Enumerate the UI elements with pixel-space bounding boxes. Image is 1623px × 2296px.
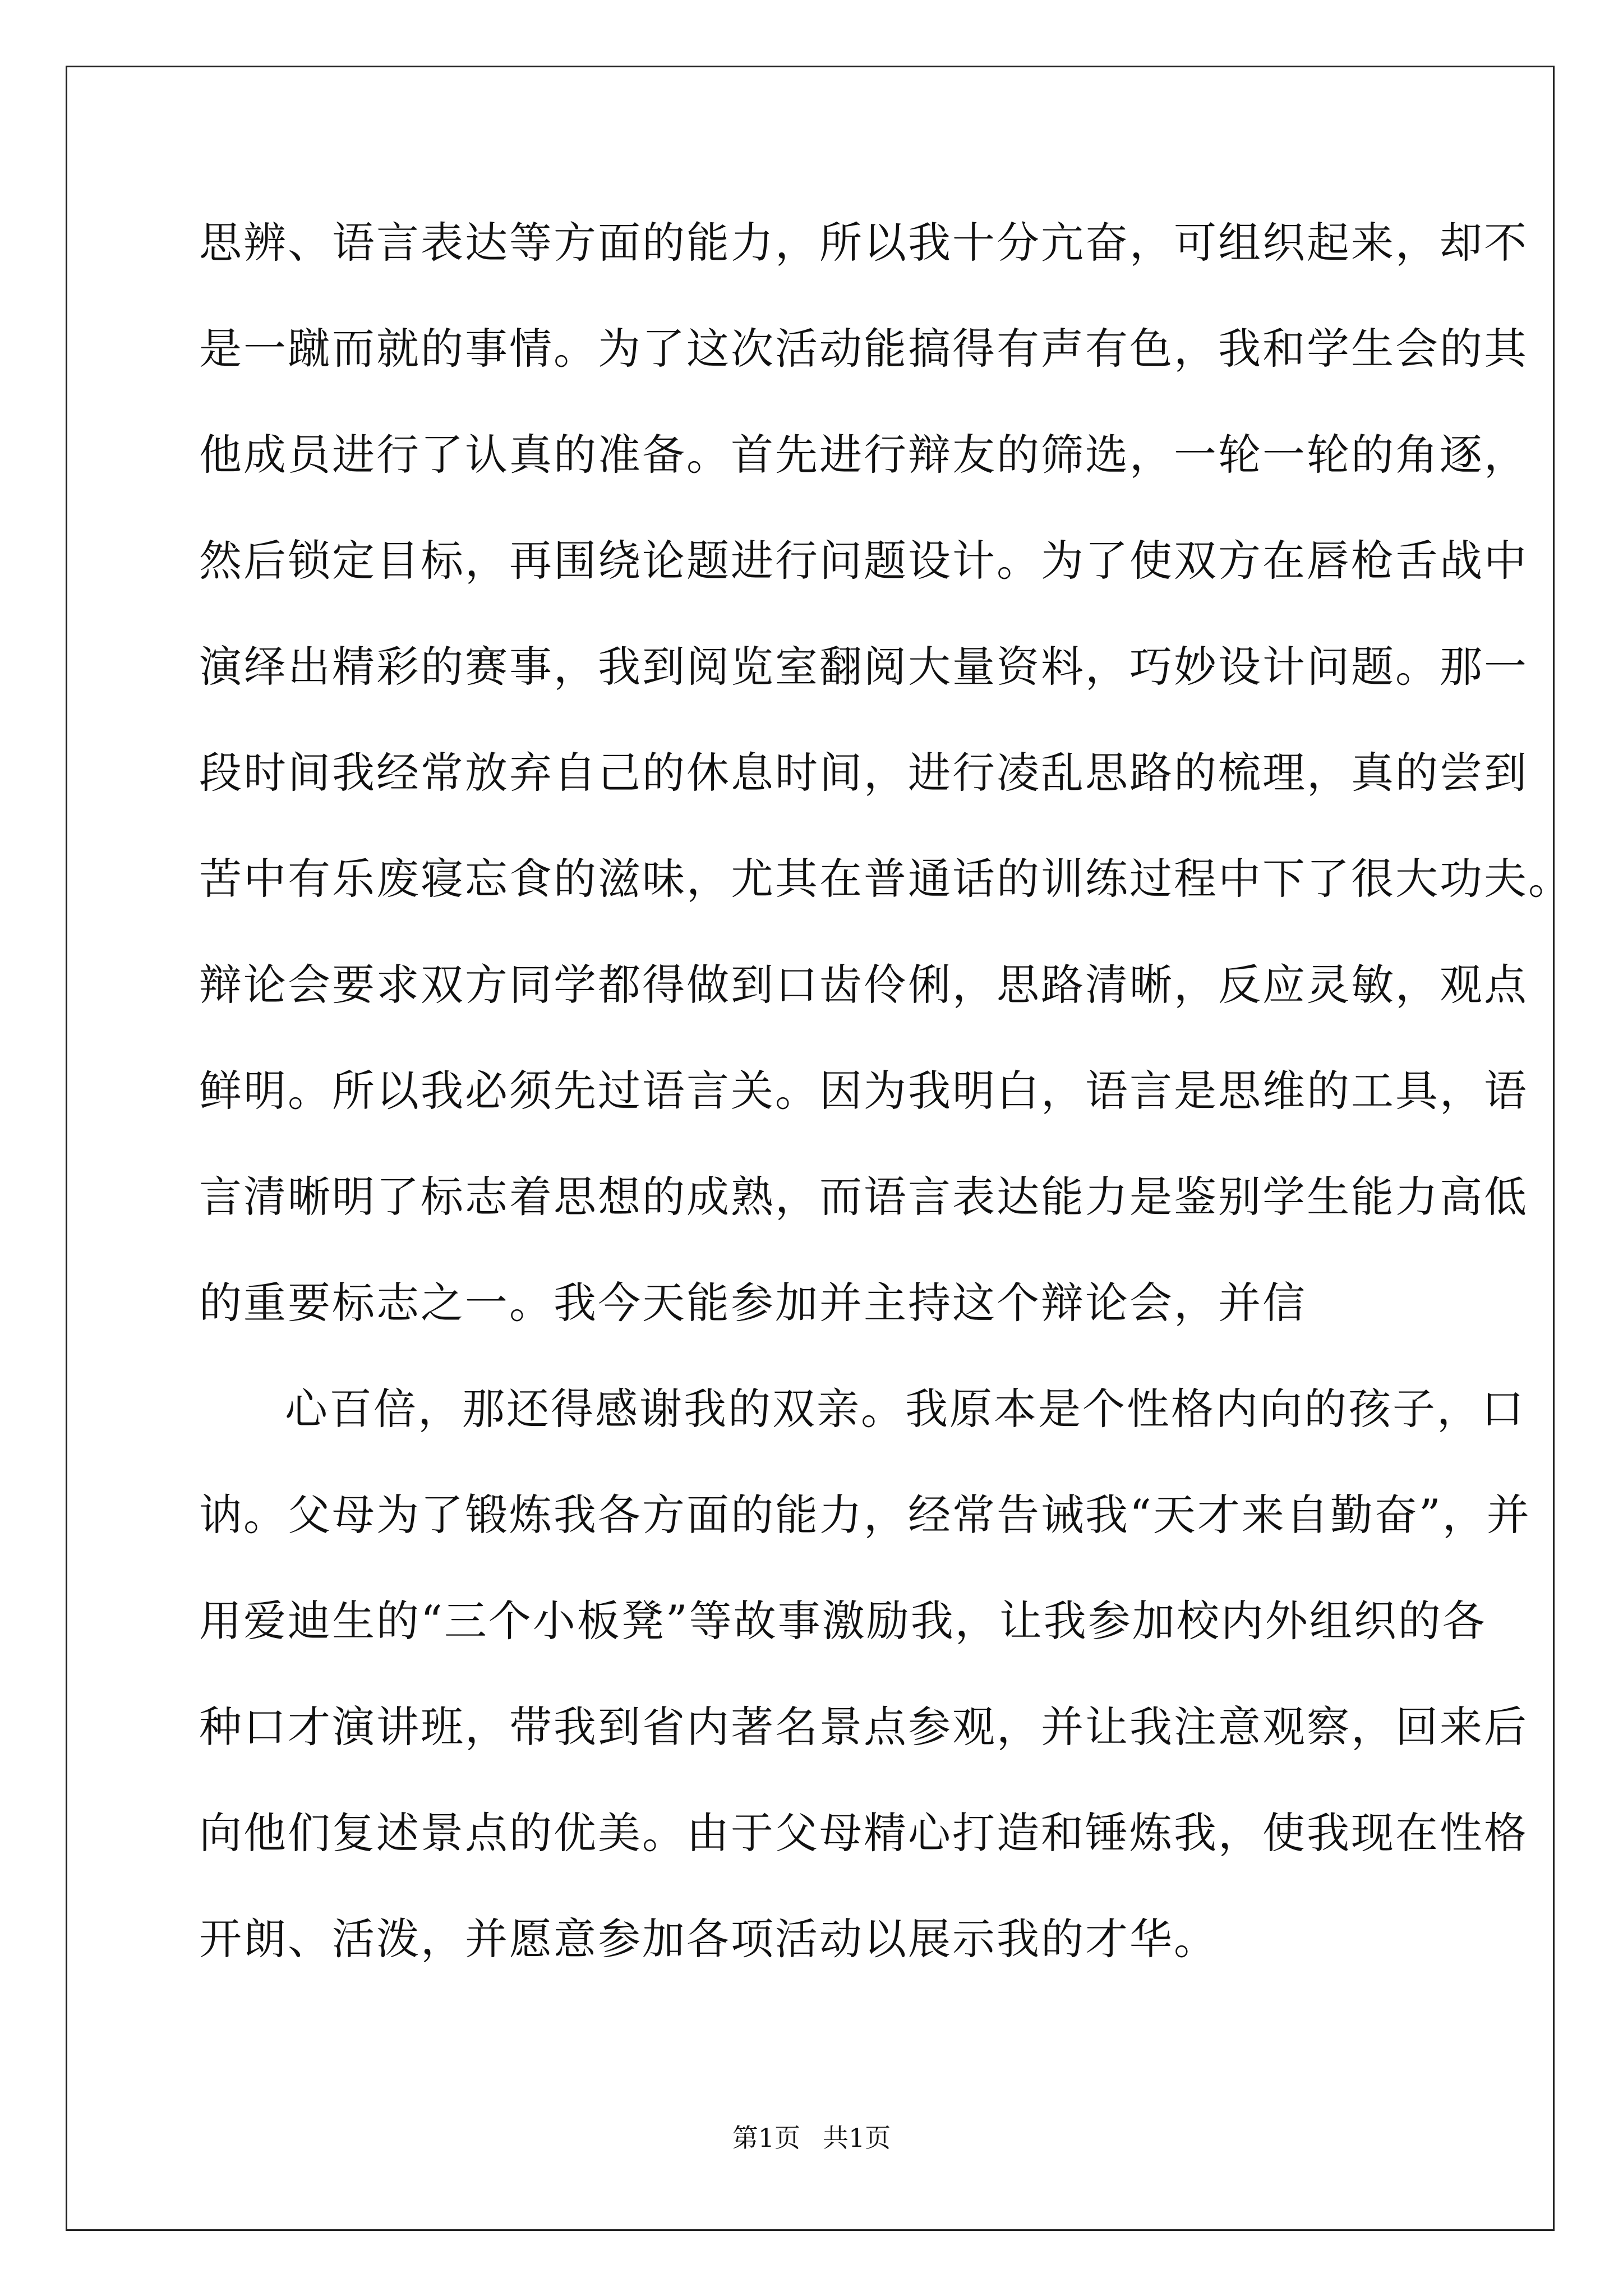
paragraph-1 bbox=[199, 218, 1573, 1388]
text-line: 种口才演讲班，带我到省内著名景点参观，并让我注意观察，回来后 bbox=[199, 1702, 1528, 1752]
text-line: 演绎出精彩的赛事，我到阅览室翻阅大量资料，巧妙设计问题。那一 bbox=[199, 642, 1528, 692]
text-line: 他成员进行了认真的准备。首先进行辩友的筛选，一轮一轮的角逐， bbox=[199, 430, 1528, 480]
page-footer bbox=[0, 2118, 1623, 2155]
text-line: 开朗、活泼，并愿意参加各项活动以展示我的才华。 bbox=[199, 1914, 1218, 1964]
text-line: 鲜明。所以我必须先过语言关。因为我明白，语言是思维的工具，语 bbox=[199, 1066, 1528, 1116]
text-line: 心百倍，那还得感谢我的双亲。我原本是个性格内向的孩子，口 bbox=[285, 1384, 1525, 1434]
text-line: 然后锁定目标，再围绕论题进行问题设计。为了使双方在唇枪舌战中 bbox=[199, 536, 1528, 586]
text-line: 是一蹴而就的事情。为了这次活动能搞得有声有色，我和学生会的其 bbox=[199, 324, 1528, 374]
text-line: 用爱迪生的“三个小板凳”等故事激励我，让我参加校内外组织的各 bbox=[199, 1596, 1487, 1646]
text-line: 苦中有乐废寝忘食的滋味，尤其在普通话的训练过程中下了很大功夫。 bbox=[199, 854, 1573, 904]
text-line: 思辨、语言表达等方面的能力，所以我十分亢奋，可组织起来，却不 bbox=[199, 218, 1528, 268]
paragraph-2 bbox=[199, 1384, 1531, 2024]
text-line: 言清晰明了标志着思想的成熟，而语言表达能力是鉴别学生能力高低 bbox=[199, 1172, 1528, 1222]
page-number-total: 共1页 bbox=[823, 2123, 891, 2153]
page-number-current: 第1页 bbox=[732, 2123, 800, 2153]
text-line: 的重要标志之一。我今天能参加并主持这个辩论会，并信 bbox=[199, 1278, 1307, 1328]
text-line: 讷。父母为了锻炼我各方面的能力，经常告诫我“天才来自勤奋”，并 bbox=[199, 1490, 1531, 1540]
text-line: 辩论会要求双方同学都得做到口齿伶俐，思路清晰，反应灵敏，观点 bbox=[199, 960, 1528, 1010]
text-line: 向他们复述景点的优美。由于父母精心打造和锤炼我，使我现在性格 bbox=[199, 1808, 1528, 1858]
document-body bbox=[199, 218, 1573, 2024]
text-line: 段时间我经常放弃自己的休息时间，进行凌乱思路的梳理，真的尝到 bbox=[199, 748, 1528, 798]
